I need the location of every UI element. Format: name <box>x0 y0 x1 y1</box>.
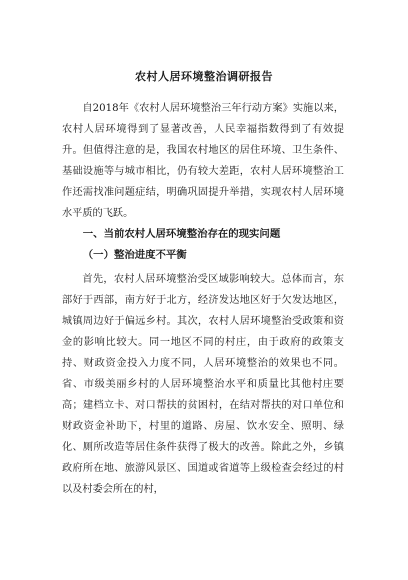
subsection-heading: （一）整治进度不平衡 <box>82 249 187 261</box>
document-title: 农村人居环境整治调研报告 <box>135 70 273 83</box>
section-heading: 一、当前农村人居环境整治存在的现实问题 <box>82 228 281 240</box>
intro-paragraph: 自2018年《农村人居环境整治三年行动方案》实施以来，农村人居环境得到了显著改善，人民幸福指数得到了有效提升。但值得注意的是，我国农村地区的居住环境、卫生条件、基础设施等与城市相比，仍有较大差距，农村人居环境整治工作还需找准问题症结，明确巩固提升举措，实现农村人居环境水平质的飞跃。 <box>62 103 344 219</box>
body-paragraph: 首先，农村人居环境整治受区域影响较大。总体而言，东部好于西部，南方好于北方，经济发达地区好于欠发达地区，城镇周边好于偏远乡村。其次，农村人居环境整治受政策和资金的影响比较大。同一地区不同的村庄，由于政府的政策支持、财政资金投入力度不同，人居环境整治的效果也不同。省、市级美丽乡村的人居环境整治水平和质量比其他村庄要高；建档立卡、对口帮扶的贫困村，在结对帮扶的对口单位和财政资金补助下，村里的道路、房屋、饮水安全、照明、绿化、厕所改造等居住条件获得了极大的改善。除此之外，乡镇政府所在地、旅游风景区、国道或省道等上级检查会经过的村以及村委会所在的村， <box>62 274 344 495</box>
